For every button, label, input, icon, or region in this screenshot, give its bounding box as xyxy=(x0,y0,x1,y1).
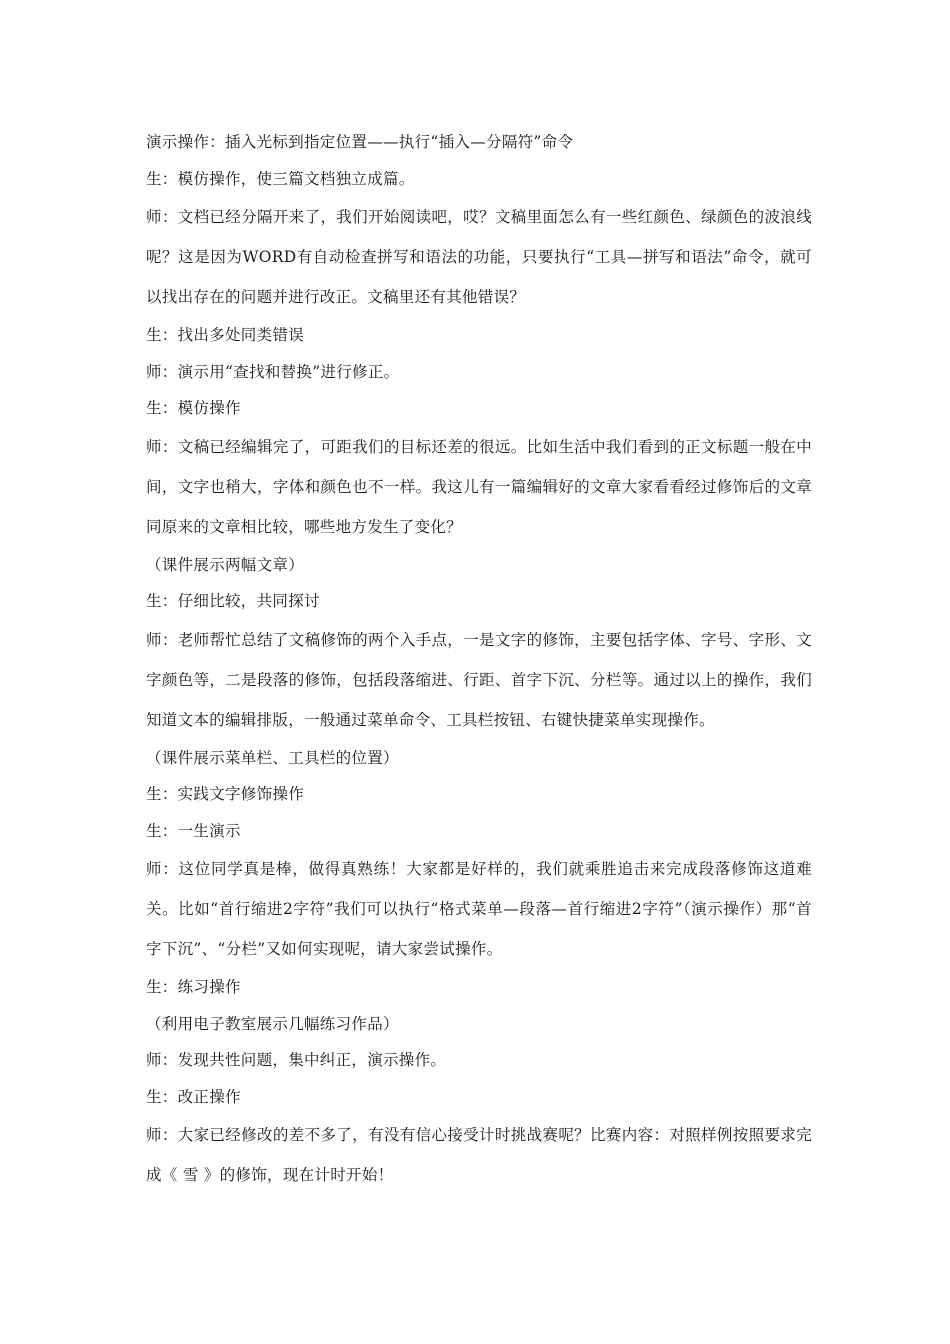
paragraph-student-practice-text: 生：实践文字修饰操作 xyxy=(146,785,305,803)
paragraph-classroom-showcase: （利用电子教室展示几幅练习作品） xyxy=(146,1014,399,1033)
paragraph-student-compare: 生：仔细比较，共同探讨 xyxy=(146,592,320,610)
paragraph-student-demo: 生：一生演示 xyxy=(146,821,241,840)
paragraph-courseware-articles: （课件展示两幅文章） xyxy=(146,555,305,574)
paragraph-student-exercise: 生：练习操作 xyxy=(146,978,241,996)
paragraph-student-correct: 生：改正操作 xyxy=(146,1087,241,1106)
paragraph-student-imitate-2: 生：模仿操作 xyxy=(146,399,241,417)
paragraph-teacher-summary: 师：老师帮忙总结了文稿修饰的两个入手点，一是文字的修饰，主要包括字体、字号、字形、文字颜色等，二是段落的修饰，包括段落缩进、行距、首字下沉、分栏等。通过以上的操作，我们知道文本的编辑排版，一般通过菜单命令、工具栏按钮、右键快捷菜单实现操作。 xyxy=(146,630,812,729)
paragraph-teacher-paragraph-format: 师：这位同学真是棒，做得真熟练！大家都是好样的，我们就乘胜追击来完成段落修饰这道难关。比如“首行缩进2字符”我们可以执行“格式菜单—段落—首行缩进2字符”（演示操作）那“首字下沉”、“分栏”又如何实现呢，请大家尝试操作。 xyxy=(146,860,812,958)
paragraph-student-imitate: 生：模仿操作，使三篇文档独立成篇。 xyxy=(146,169,415,188)
document-page xyxy=(146,124,812,1195)
paragraph-teacher-correct: 师：发现共性问题，集中纠正，演示操作。 xyxy=(146,1051,447,1069)
paragraph-teacher-challenge: 师：大家已经修改的差不多了，有没有信心接受计时挑战赛呢？比赛内容：对照样例按照要求完成《 雪 》的修饰，现在计时开始！ xyxy=(146,1126,812,1184)
paragraph-demo-insert: 演示操作：插入光标到指定位置——执行“插入—分隔符”命令 xyxy=(146,133,574,151)
paragraph-teacher-find-replace: 师：演示用“查找和替换”进行修正。 xyxy=(146,362,400,381)
paragraph-courseware-menu: （课件展示菜单栏、工具栏的位置） xyxy=(146,748,399,767)
paragraph-teacher-spellcheck: 师：文档已经分隔开来了，我们开始阅读吧，哎？文稿里面怎么有一些红颜色、绿颜色的波浪线呢？这是因为WORD有自动检查拼写和语法的功能，只要执行“工具—拼写和语法”命令，就可以找出存在的问题并进行改正。文稿里还有其他错误？ xyxy=(146,208,812,306)
paragraph-student-find-errors: 生：找出多处同类错误 xyxy=(146,326,305,344)
paragraph-teacher-compare: 师：文稿已经编辑完了，可距我们的目标还差的很远。比如生活中我们看到的正文标题一般在中间，文字也稍大，字体和颜色也不一样。我这儿有一篇编辑好的文章大家看看经过修饰后的文章同原来的文章相比较，哪些地方发生了变化？ xyxy=(146,437,812,536)
